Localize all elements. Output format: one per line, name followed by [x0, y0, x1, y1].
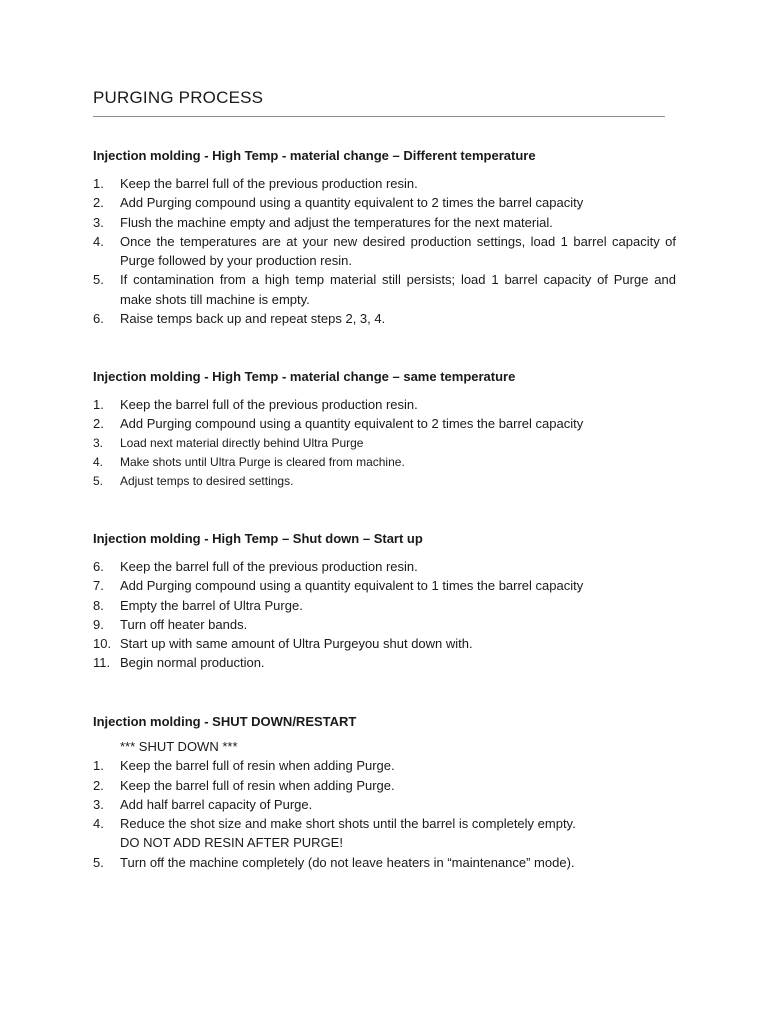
steps-list [93, 174, 676, 328]
item-text: Once the temperatures are at your new desired production settings, load 1 barrel capacity of Purge followed by your production resin. [120, 233, 676, 269]
item-number: 3. [93, 435, 104, 450]
item-number: 2. [93, 777, 104, 793]
item-number: 6. [93, 311, 104, 327]
item-text: If contamination from a high temp material still persists; load 1 barrel capacity of Purge and make shots till machine is empty. [120, 272, 676, 307]
warning-note: DO NOT ADD RESIN AFTER PURGE! [120, 835, 343, 851]
item-number: 9. [93, 616, 104, 632]
item-text: Add Purging compound using a quantity equivalent to 2 times the barrel capacity [120, 195, 584, 211]
item-number: 10. [93, 636, 112, 652]
steps-list [93, 557, 676, 673]
list-item [93, 634, 676, 653]
list-item [93, 174, 676, 193]
item-text: Reduce the shot size and make short shots until the barrel is completely empty. [120, 816, 576, 832]
item-text: Turn off the machine completely (do not leave heaters in “maintenance” mode). [120, 854, 575, 870]
section-heading: Injection molding - High Temp - material change – Different temperature [93, 148, 536, 163]
list-item [93, 270, 676, 309]
list-item [93, 193, 676, 212]
item-text: Make shots until Ultra Purge is cleared from machine. [120, 454, 405, 469]
item-text: Load next material directly behind Ultra Purge [120, 435, 364, 450]
item-number: 4. [93, 454, 104, 469]
list-item [93, 795, 676, 814]
item-text: Keep the barrel full of the previous production resin. [120, 176, 418, 191]
item-number: 2. [93, 195, 104, 211]
section-heading: Injection molding - SHUT DOWN/RESTART [93, 714, 357, 729]
section-different-temperature [93, 148, 676, 328]
item-text: Add Purging compound using a quantity equivalent to 1 times the barrel capacity [120, 578, 584, 594]
steps-list [93, 756, 676, 872]
item-number: 7. [93, 578, 104, 594]
list-item [93, 309, 676, 328]
shut-down-subheading: *** SHUT DOWN *** [120, 739, 238, 754]
item-text: Keep the barrel full of resin when adding Purge. [120, 758, 395, 774]
document-title: PURGING PROCESS [93, 88, 264, 107]
list-item [93, 576, 676, 595]
steps-list [93, 395, 676, 491]
list-item [93, 615, 676, 634]
item-number: 2. [93, 416, 104, 432]
item-text: Keep the barrel full of resin when adding Purge. [120, 777, 395, 793]
item-number: 4. [93, 233, 104, 249]
list-item [93, 596, 676, 615]
list-item [93, 414, 676, 433]
list-item [93, 853, 676, 872]
section-heading: Injection molding - High Temp - material change – same temperature [93, 369, 516, 384]
item-number: 11. [93, 655, 111, 671]
section-shut-down-restart [93, 714, 676, 872]
item-text: Add Purging compound using a quantity equivalent to 2 times the barrel capacity [120, 416, 584, 432]
item-text: Start up with same amount of Ultra Purgeyou shut down with. [120, 636, 473, 652]
section-same-temperature [93, 369, 676, 491]
item-number: 5. [93, 474, 104, 489]
list-item [93, 453, 676, 472]
list-item [93, 653, 676, 672]
list-item [93, 557, 676, 576]
list-item [93, 814, 676, 833]
list-item [93, 756, 676, 775]
list-item [93, 472, 676, 491]
item-number: 1. [93, 176, 104, 191]
item-number: 5. [93, 854, 104, 870]
title-divider [93, 116, 665, 117]
item-text: Turn off heater bands. [120, 616, 248, 632]
item-text: Add half barrel capacity of Purge. [120, 796, 313, 812]
list-item [93, 213, 676, 232]
item-number: 1. [93, 758, 104, 774]
list-item [93, 776, 676, 795]
item-text: Keep the barrel full of the previous production resin. [120, 397, 418, 412]
item-text: Adjust temps to desired settings. [120, 474, 294, 489]
item-text: Flush the machine empty and adjust the temperatures for the next material. [120, 214, 553, 230]
item-number: 5. [93, 272, 104, 288]
item-text: Keep the barrel full of the previous production resin. [120, 559, 418, 574]
item-number: 3. [93, 214, 104, 230]
item-text: Empty the barrel of Ultra Purge. [120, 597, 303, 613]
item-number: 6. [93, 559, 104, 574]
section-shut-down-start-up [93, 531, 676, 673]
section-heading: Injection molding - High Temp – Shut down – Start up [93, 531, 423, 546]
item-number: 4. [93, 816, 104, 832]
list-item [93, 395, 676, 414]
item-text: Raise temps back up and repeat steps 2, 3, 4. [120, 311, 386, 327]
item-number: 8. [93, 597, 104, 613]
item-text: Begin normal production. [120, 655, 265, 671]
list-item [93, 434, 676, 453]
list-item [93, 232, 676, 271]
item-number: 3. [93, 796, 104, 812]
item-number: 1. [93, 397, 104, 412]
